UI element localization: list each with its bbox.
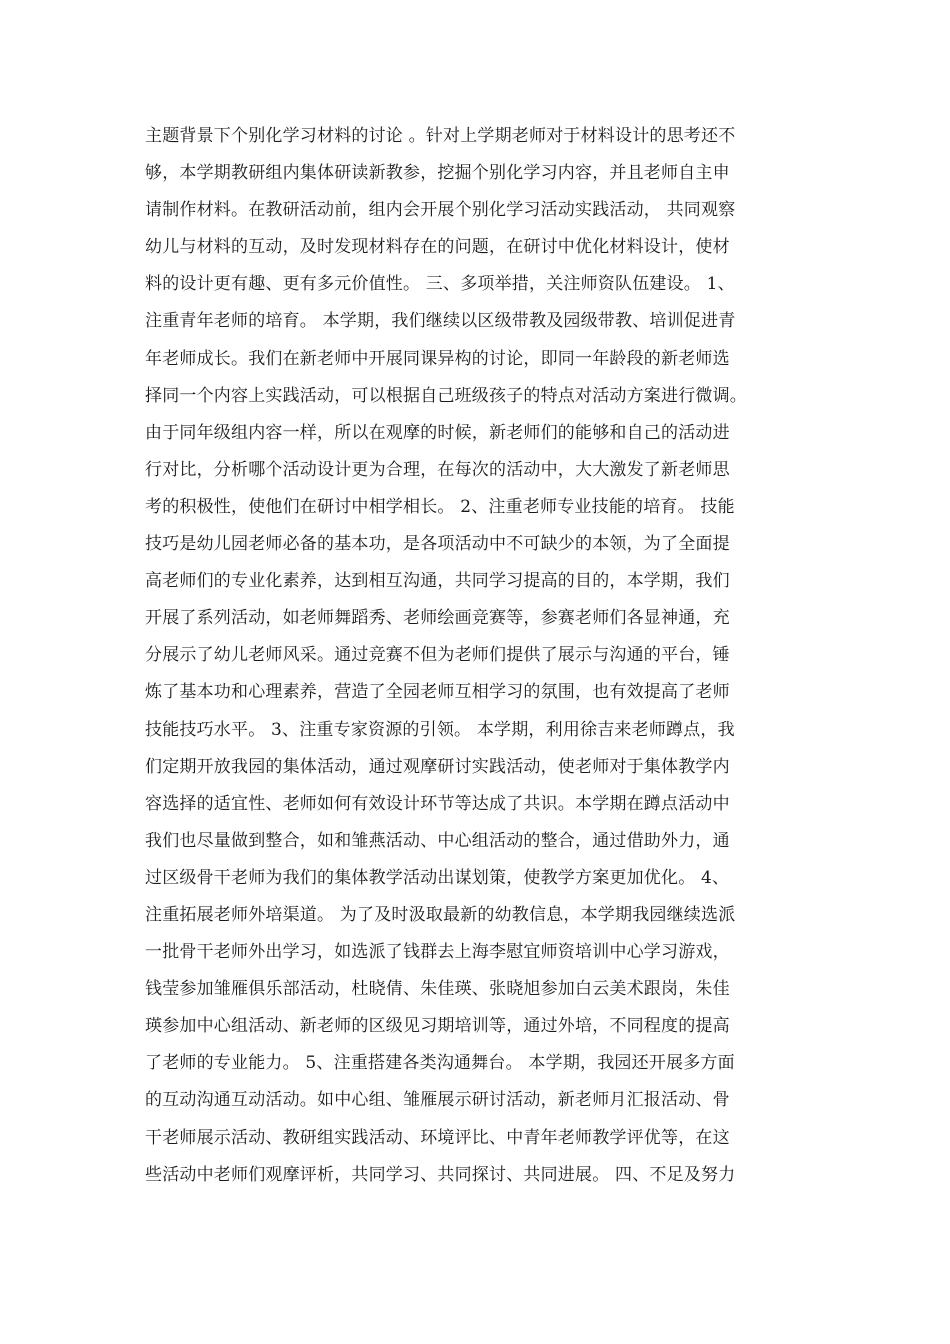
- text-line: 请制作材料。在教研活动前，组内会开展个别化学习活动实践活动， 共同观察: [145, 200, 736, 221]
- text-line: 容选择的适宜性、老师如何有效设计环节等达成了共识。本学期在蹲点活动中: [145, 793, 730, 814]
- text-line: 料的设计更有趣、更有多元价值性。 三、多项举措，关注师资队伍建设。 1、: [145, 274, 735, 295]
- text-line: 们定期开放我园的集体活动，通过观摩研讨实践活动，使老师对于集体教学内: [145, 756, 730, 777]
- text-line: 幼儿与材料的互动，及时发现材料存在的问题，在研讨中优化材料设计，使材: [145, 237, 730, 258]
- text-line: 年老师成长。我们在新老师中开展同课异构的讨论，即同一年龄段的新老师选: [145, 348, 730, 369]
- text-line: 开展了系列活动，如老师舞蹈秀、老师绘画竞赛等，参赛老师们各显神通，充: [145, 608, 730, 629]
- text-line: 过区级骨干老师为我们的集体教学活动出谋划策，使教学方案更加优化。 4、: [145, 867, 730, 888]
- text-line: 由于同年级组内容一样，所以在观摩的时候，新老师们的能够和自己的活动进: [145, 422, 730, 443]
- text-line: 了老师的专业能力。 5、注重搭建各类沟通舞台。 本学期，我园还开展多方面: [145, 1053, 735, 1074]
- text-line: 钱莹参加雏雁俱乐部活动，杜晓倩、朱佳瑛、张晓旭参加白云美术跟岗，朱佳: [145, 979, 730, 1000]
- text-line: 注重青年老师的培育。 本学期，我们继续以区级带教及园级带教、培训促进青: [145, 311, 736, 332]
- text-line: 够，本学期教研组内集体研读新教参，挖掘个别化学习内容，并且老师自主申: [145, 163, 730, 184]
- text-line: 干老师展示活动、教研组实践活动、环境评比、中青年老师教学评优等，在这: [145, 1127, 730, 1148]
- text-line: 我们也尽量做到整合，如和雏燕活动、中心组活动的整合，通过借助外力，通: [145, 830, 730, 851]
- text-line: 瑛参加中心组活动、新老师的区级见习期培训等，通过外培，不同程度的提高: [145, 1016, 730, 1037]
- text-line: 考的积极性，使他们在研讨中相学相长。 2、注重老师专业技能的培育。 技能: [145, 496, 735, 517]
- text-line: 一批骨干老师外出学习，如选派了钱群去上海李慰宜师资培训中心学习游戏，: [145, 942, 730, 963]
- text-line: 技能技巧水平。 3、注重专家资源的引领。 本学期，利用徐吉来老师蹲点，我: [145, 719, 735, 740]
- text-line: 行对比，分析哪个活动设计更为合理，在每次的活动中，大大激发了新老师思: [145, 459, 730, 480]
- body-text: [145, 118, 825, 1194]
- text-line: 炼了基本功和心理素养，营造了全园老师互相学习的氛围，也有效提高了老师: [145, 682, 730, 703]
- text-line: 主题背景下个别化学习材料的讨论 。针对上学期老师对于材料设计的思考还不: [145, 126, 736, 146]
- text-line: 些活动中老师们观摩评析，共同学习、共同探讨、共同进展。 四、不足及努力: [145, 1164, 736, 1185]
- text-line: 择同一个内容上实践活动，可以根据自己班级孩子的特点对活动方案进行微调。: [145, 385, 747, 406]
- text-line: 技巧是幼儿园老师必备的基本功，是各项活动中不可缺少的本领，为了全面提: [145, 534, 730, 555]
- text-line: 的互动沟通互动活动。如中心组、雏雁展示研讨活动，新老师月汇报活动、骨: [145, 1090, 730, 1111]
- text-line: 注重拓展老师外培渠道。 为了及时汲取最新的幼教信息，本学期我园继续选派: [145, 904, 736, 925]
- text-line: 分展示了幼儿老师风采。通过竞赛不但为老师们提供了展示与沟通的平台，锤: [145, 645, 730, 666]
- text-line: 高老师们的专业化素养，达到相互沟通，共同学习提高的目的，本学期，我们: [145, 571, 730, 592]
